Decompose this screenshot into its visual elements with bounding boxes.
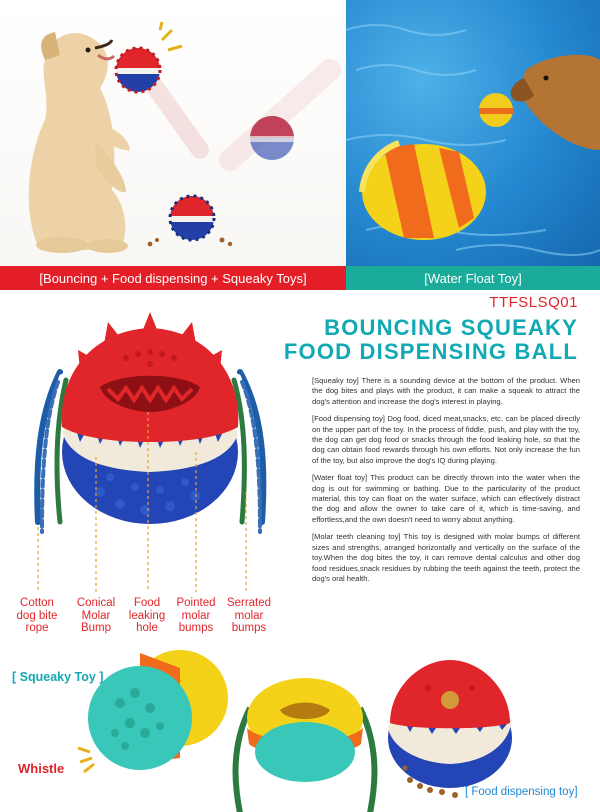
- bouncing-caption: [Bouncing + Food dispensing + Squeaky Toys]: [0, 266, 346, 290]
- whistle-label: Whistle: [18, 761, 65, 776]
- product-description: [312, 376, 580, 591]
- squeaky-toy-label: [ Squeaky Toy ]: [12, 670, 104, 684]
- feature-label-line: Cotton: [20, 597, 54, 609]
- desc-squeaky: [Squeaky toy] There is a sounding device at the bottom of the product. When the dog bites and plays with the product, it can make a squeak to attract the dog's attention and increase the dog's interest in playing.: [312, 376, 580, 406]
- puppy-bouncing-illustration: [0, 0, 346, 268]
- food-dispensing-label: [ Food dispensing toy]: [465, 786, 578, 798]
- feature-label-pointed: [170, 597, 222, 635]
- product-sku: TTFSLSQ01: [489, 294, 578, 311]
- feature-label-line: bumps: [231, 622, 267, 634]
- feature-label-line: Food: [133, 597, 161, 609]
- main-ball-illustration: [0, 292, 310, 602]
- feature-label-line: molar: [181, 609, 211, 622]
- desc-molar: [Molar teeth cleaning toy] This toy is designed with molar bumps of different sizes and strengths, arranged horizontally and vertically on the surface of the toy.When the dog bites the toy, it can remove dental calculus and other dog food residues,snack residues by rubbing the teeth against the teeth, protect the dog's oral health.: [312, 532, 580, 583]
- product-ball-diagram: [0, 292, 310, 597]
- feature-label-line: molar: [234, 609, 264, 622]
- feature-labels: [0, 597, 300, 639]
- top-banners: [0, 0, 600, 290]
- rope-right: [234, 372, 263, 532]
- feature-label-line: Molar: [81, 609, 111, 622]
- feature-label-line: rope: [25, 622, 49, 634]
- feature-label-line: Bump: [80, 622, 112, 634]
- rope-left: [37, 372, 66, 532]
- title-line-2: FOOD DISPENSING BALL: [283, 339, 578, 364]
- title-line-1: BOUNCING SQUEAKY: [324, 315, 578, 340]
- yellow-ball: [236, 678, 375, 812]
- puppy-photo-panel: [0, 0, 346, 268]
- feature-label-hole: [122, 597, 172, 635]
- feature-label-line: Pointed: [176, 597, 216, 609]
- swimming-dog-panel: [346, 0, 600, 268]
- teal-ball: [88, 650, 228, 770]
- desc-float: [Water float toy] This product can be directly thrown into the water when the dog is out for swimming or bathing. Due to the particularity of the product material, this toy can float on the water surface, which can effectively distract the dog and allow the owner to take care of it, which is time-saving, and effortless,and the own doesn't need to worry about anything.: [312, 473, 580, 524]
- feature-label-conical: [70, 597, 122, 635]
- product-title: [284, 316, 578, 364]
- feature-label-serrated: [220, 597, 278, 635]
- feature-label-line: Serrated: [226, 597, 272, 609]
- feature-label-line: hole: [136, 622, 158, 634]
- feature-label-line: leaking: [128, 609, 166, 622]
- water-float-caption: [Water Float Toy]: [346, 266, 600, 290]
- feature-label-line: dog bite: [16, 609, 58, 622]
- swimming-dog-illustration: [346, 0, 600, 268]
- feature-label-line: Conical: [76, 597, 116, 609]
- feature-label-rope: [8, 597, 66, 635]
- feature-label-line: bumps: [178, 622, 214, 634]
- desc-food: [Food dispensing toy] Dog food, diced meat,snacks, etc. can be placed directly on the upper part of the toy. In the process of fiddle, push, and play with the toy, the dog can get dog food or snacks through the food leaking hole, so that the dog can obtain food rewards through his own efforts. Not only increase the fun of the toy, but also improve the dog's IQ during playing.: [312, 414, 580, 465]
